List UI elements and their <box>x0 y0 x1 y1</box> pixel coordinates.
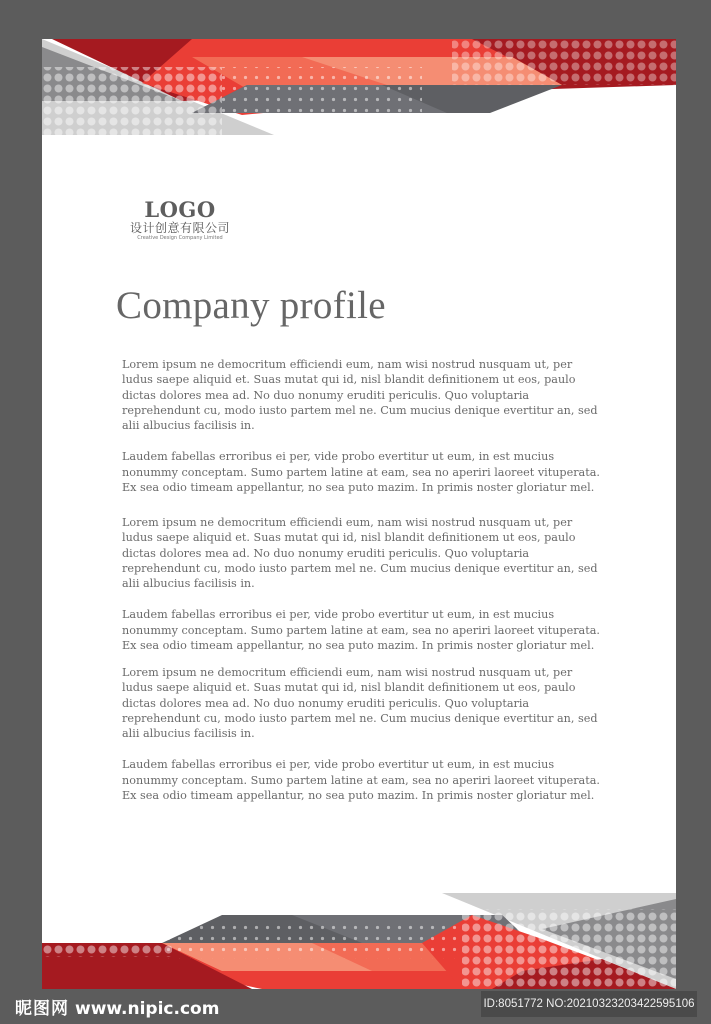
logo-text: LOGO <box>144 197 216 222</box>
letterhead-page <box>42 39 676 989</box>
paragraph: Lorem ipsum ne democritum efficiendi eum, nam wisi nostrud nusquam ut, per ludus saepe aliquid et. Suas mutat qui id, nisl blandit definitionem ut eos, paulo dictas dolores mea ad. No duo nonumy eruditi periculis. Quo voluptaria reprehendunt cu, modo iusto partem mel ne. Cum mucius denique evertitur an, sed alii albucius facilisis in. <box>122 516 598 591</box>
paragraph: Lorem ipsum ne democritum efficiendi eum, nam wisi nostrud nusquam ut, per ludus saepe aliquid et. Suas mutat qui id, nisl blandit definitionem ut eos, paulo dictas dolores mea ad. No duo nonumy eruditi periculis. Quo voluptaria reprehendunt cu, modo iusto partem mel ne. Cum mucius denique evertitur an, sed alii albucius facilisis in. <box>122 358 598 433</box>
paragraph: Laudem fabellas erroribus ei per, vide probo evertitur ut eum, in est mucius nonummy conceptam. Sumo partem latine at eam, sea no aperiri laoreet vituperata. Ex sea odio timeam appellantur, no sea puto mazim. In primis noster gloriatur mel. <box>122 758 600 803</box>
text-block-1 <box>122 357 602 511</box>
dot-pattern-large <box>42 67 222 135</box>
header-decoration <box>42 39 676 139</box>
company-logo <box>120 199 240 242</box>
watermark-site-url: www.nipic.com <box>75 999 220 1019</box>
dot-pattern-small <box>162 919 462 959</box>
footer-decoration <box>42 889 676 989</box>
dot-pattern-small <box>222 67 422 113</box>
paragraph: Lorem ipsum ne democritum efficiendi eum, nam wisi nostrud nusquam ut, per ludus saepe aliquid et. Suas mutat qui id, nisl blandit definitionem ut eos, paulo dictas dolores mea ad. No duo nonumy eruditi periculis. Quo voluptaria reprehendunt cu, modo iusto partem mel ne. Cum mucius denique evertitur an, sed alii albucius facilisis in. <box>122 666 598 741</box>
watermark-site <box>15 994 219 1019</box>
logo-english-name: Creative Design Company Limited <box>137 235 223 241</box>
page-title: Company profile <box>116 284 386 327</box>
watermark-site-cn: 昵图网 <box>15 999 69 1019</box>
watermark-id: ID:8051772 NO:20210323203422595106 <box>481 991 697 1017</box>
paragraph: Laudem fabellas erroribus ei per, vide probo evertitur ut eum, in est mucius nonummy conceptam. Sumo partem latine at eam, sea no aperiri laoreet vituperata. Ex sea odio timeam appellantur, no sea puto mazim. In primis noster gloriatur mel. <box>122 450 600 495</box>
dot-pattern-right <box>452 39 676 85</box>
text-block-3 <box>122 665 602 819</box>
dot-pattern-right <box>462 909 676 989</box>
text-block-2 <box>122 515 602 669</box>
paragraph: Laudem fabellas erroribus ei per, vide probo evertitur ut eum, in est mucius nonummy conceptam. Sumo partem latine at eam, sea no aperiri laoreet vituperata. Ex sea odio timeam appellantur, no sea puto mazim. In primis noster gloriatur mel. <box>122 608 600 653</box>
dot-pattern-left <box>42 945 172 957</box>
logo-chinese-name: 设计创意有限公司 <box>129 221 230 235</box>
